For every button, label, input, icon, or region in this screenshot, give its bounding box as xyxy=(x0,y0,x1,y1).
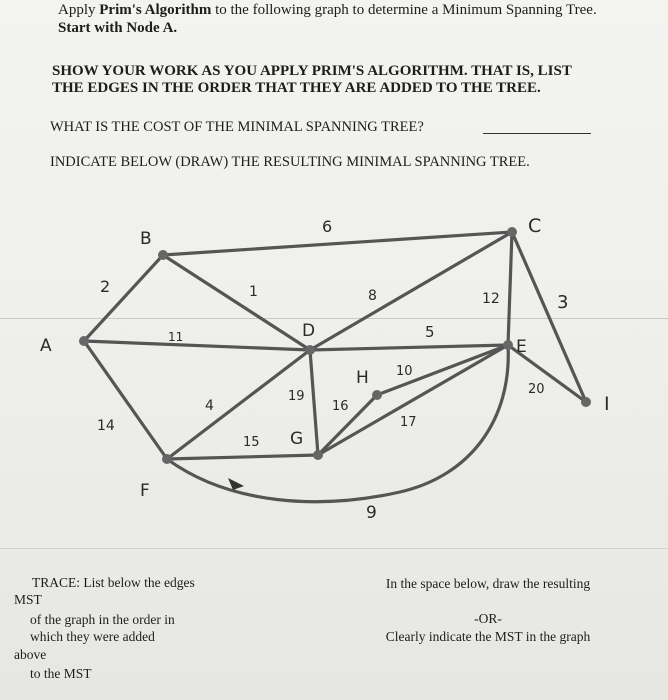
edge-weight-labels xyxy=(97,217,568,523)
node-label-g: G xyxy=(290,429,304,449)
weight-de: 5 xyxy=(425,323,435,341)
node-label-h: H xyxy=(356,368,369,388)
node-h-dot xyxy=(372,390,382,400)
edge-d-f xyxy=(167,350,310,459)
weight-fe: 9 xyxy=(366,503,377,523)
node-d-dot xyxy=(305,345,315,355)
instructions-line-2: THE EDGES IN THE ORDER THAT THEY ARE ADDED TO THE TREE. xyxy=(52,80,541,96)
edge-b-c xyxy=(163,232,512,255)
edge-c-e xyxy=(508,232,512,345)
node-label-f: F xyxy=(140,481,150,501)
edge-a-d xyxy=(84,341,310,350)
node-label-i: I xyxy=(604,393,610,415)
node-b-dot xyxy=(158,250,168,260)
node-f-dot xyxy=(162,454,172,464)
graph-edges xyxy=(84,232,586,502)
node-label-c: C xyxy=(528,215,542,237)
trace-line-4: which they were added xyxy=(30,629,155,644)
node-label-e: E xyxy=(516,337,527,357)
weight-ge: 17 xyxy=(400,415,417,430)
weight-gh: 16 xyxy=(332,399,349,414)
weight-fg: 15 xyxy=(243,435,260,450)
edge-f-g xyxy=(167,455,318,459)
weight-he: 10 xyxy=(396,364,413,379)
trace-line-2: MST xyxy=(14,592,42,607)
weight-ei: 20 xyxy=(528,382,545,397)
draw-instructions-or: -OR- xyxy=(474,611,502,626)
draw-instructions-line-1: In the space below, draw the resulting xyxy=(385,576,591,591)
edge-a-f xyxy=(84,341,167,459)
header-line-1: Apply Prim's Algorithm to the following graph to determine a Minimum Spanning Tree. xyxy=(58,2,597,18)
node-c-dot xyxy=(507,227,517,237)
trace-line-6: to the MST xyxy=(30,666,92,681)
edge-d-e xyxy=(310,345,508,350)
header-line-2: Start with Node A. xyxy=(58,20,178,36)
weight-ab: 2 xyxy=(100,277,111,296)
weight-ad: 11 xyxy=(168,330,184,344)
weight-ci: 3 xyxy=(557,292,569,313)
trace-line-1: TRACE: List below the edges xyxy=(32,575,195,590)
edge-a-b xyxy=(84,255,163,341)
draw-question: INDICATE BELOW (DRAW) THE RESULTING MINIMAL SPANNING TREE. xyxy=(50,154,530,170)
node-i-dot xyxy=(581,397,591,407)
weight-ce: 12 xyxy=(482,291,500,307)
weight-dg: 19 xyxy=(288,389,305,404)
edge-d-g xyxy=(310,350,318,455)
weight-bc: 6 xyxy=(322,217,333,236)
edge-f-e xyxy=(167,345,508,502)
instructions-line-1: SHOW YOUR WORK AS YOU APPLY PRIM'S ALGORITHM. THAT IS, LIST xyxy=(52,63,572,79)
trace-line-3: of the graph in the order in xyxy=(30,612,175,627)
node-label-b: B xyxy=(140,229,152,249)
arrow-cursor-icon xyxy=(228,478,244,490)
node-label-d: D xyxy=(302,321,316,341)
node-g-dot xyxy=(313,450,323,460)
weight-af: 14 xyxy=(97,418,115,434)
weight-df: 4 xyxy=(205,398,214,414)
node-a-dot xyxy=(79,336,89,346)
draw-instructions-line-3: Clearly indicate the MST in the graph xyxy=(385,629,591,644)
weight-bd: 1 xyxy=(249,284,258,300)
edge-b-d xyxy=(163,255,310,350)
trace-line-5: above xyxy=(14,647,47,662)
node-e-dot xyxy=(503,340,513,350)
cost-question: WHAT IS THE COST OF THE MINIMAL SPANNING TREE? xyxy=(50,119,424,135)
weight-cd: 8 xyxy=(368,288,377,304)
node-label-a: A xyxy=(40,336,52,356)
